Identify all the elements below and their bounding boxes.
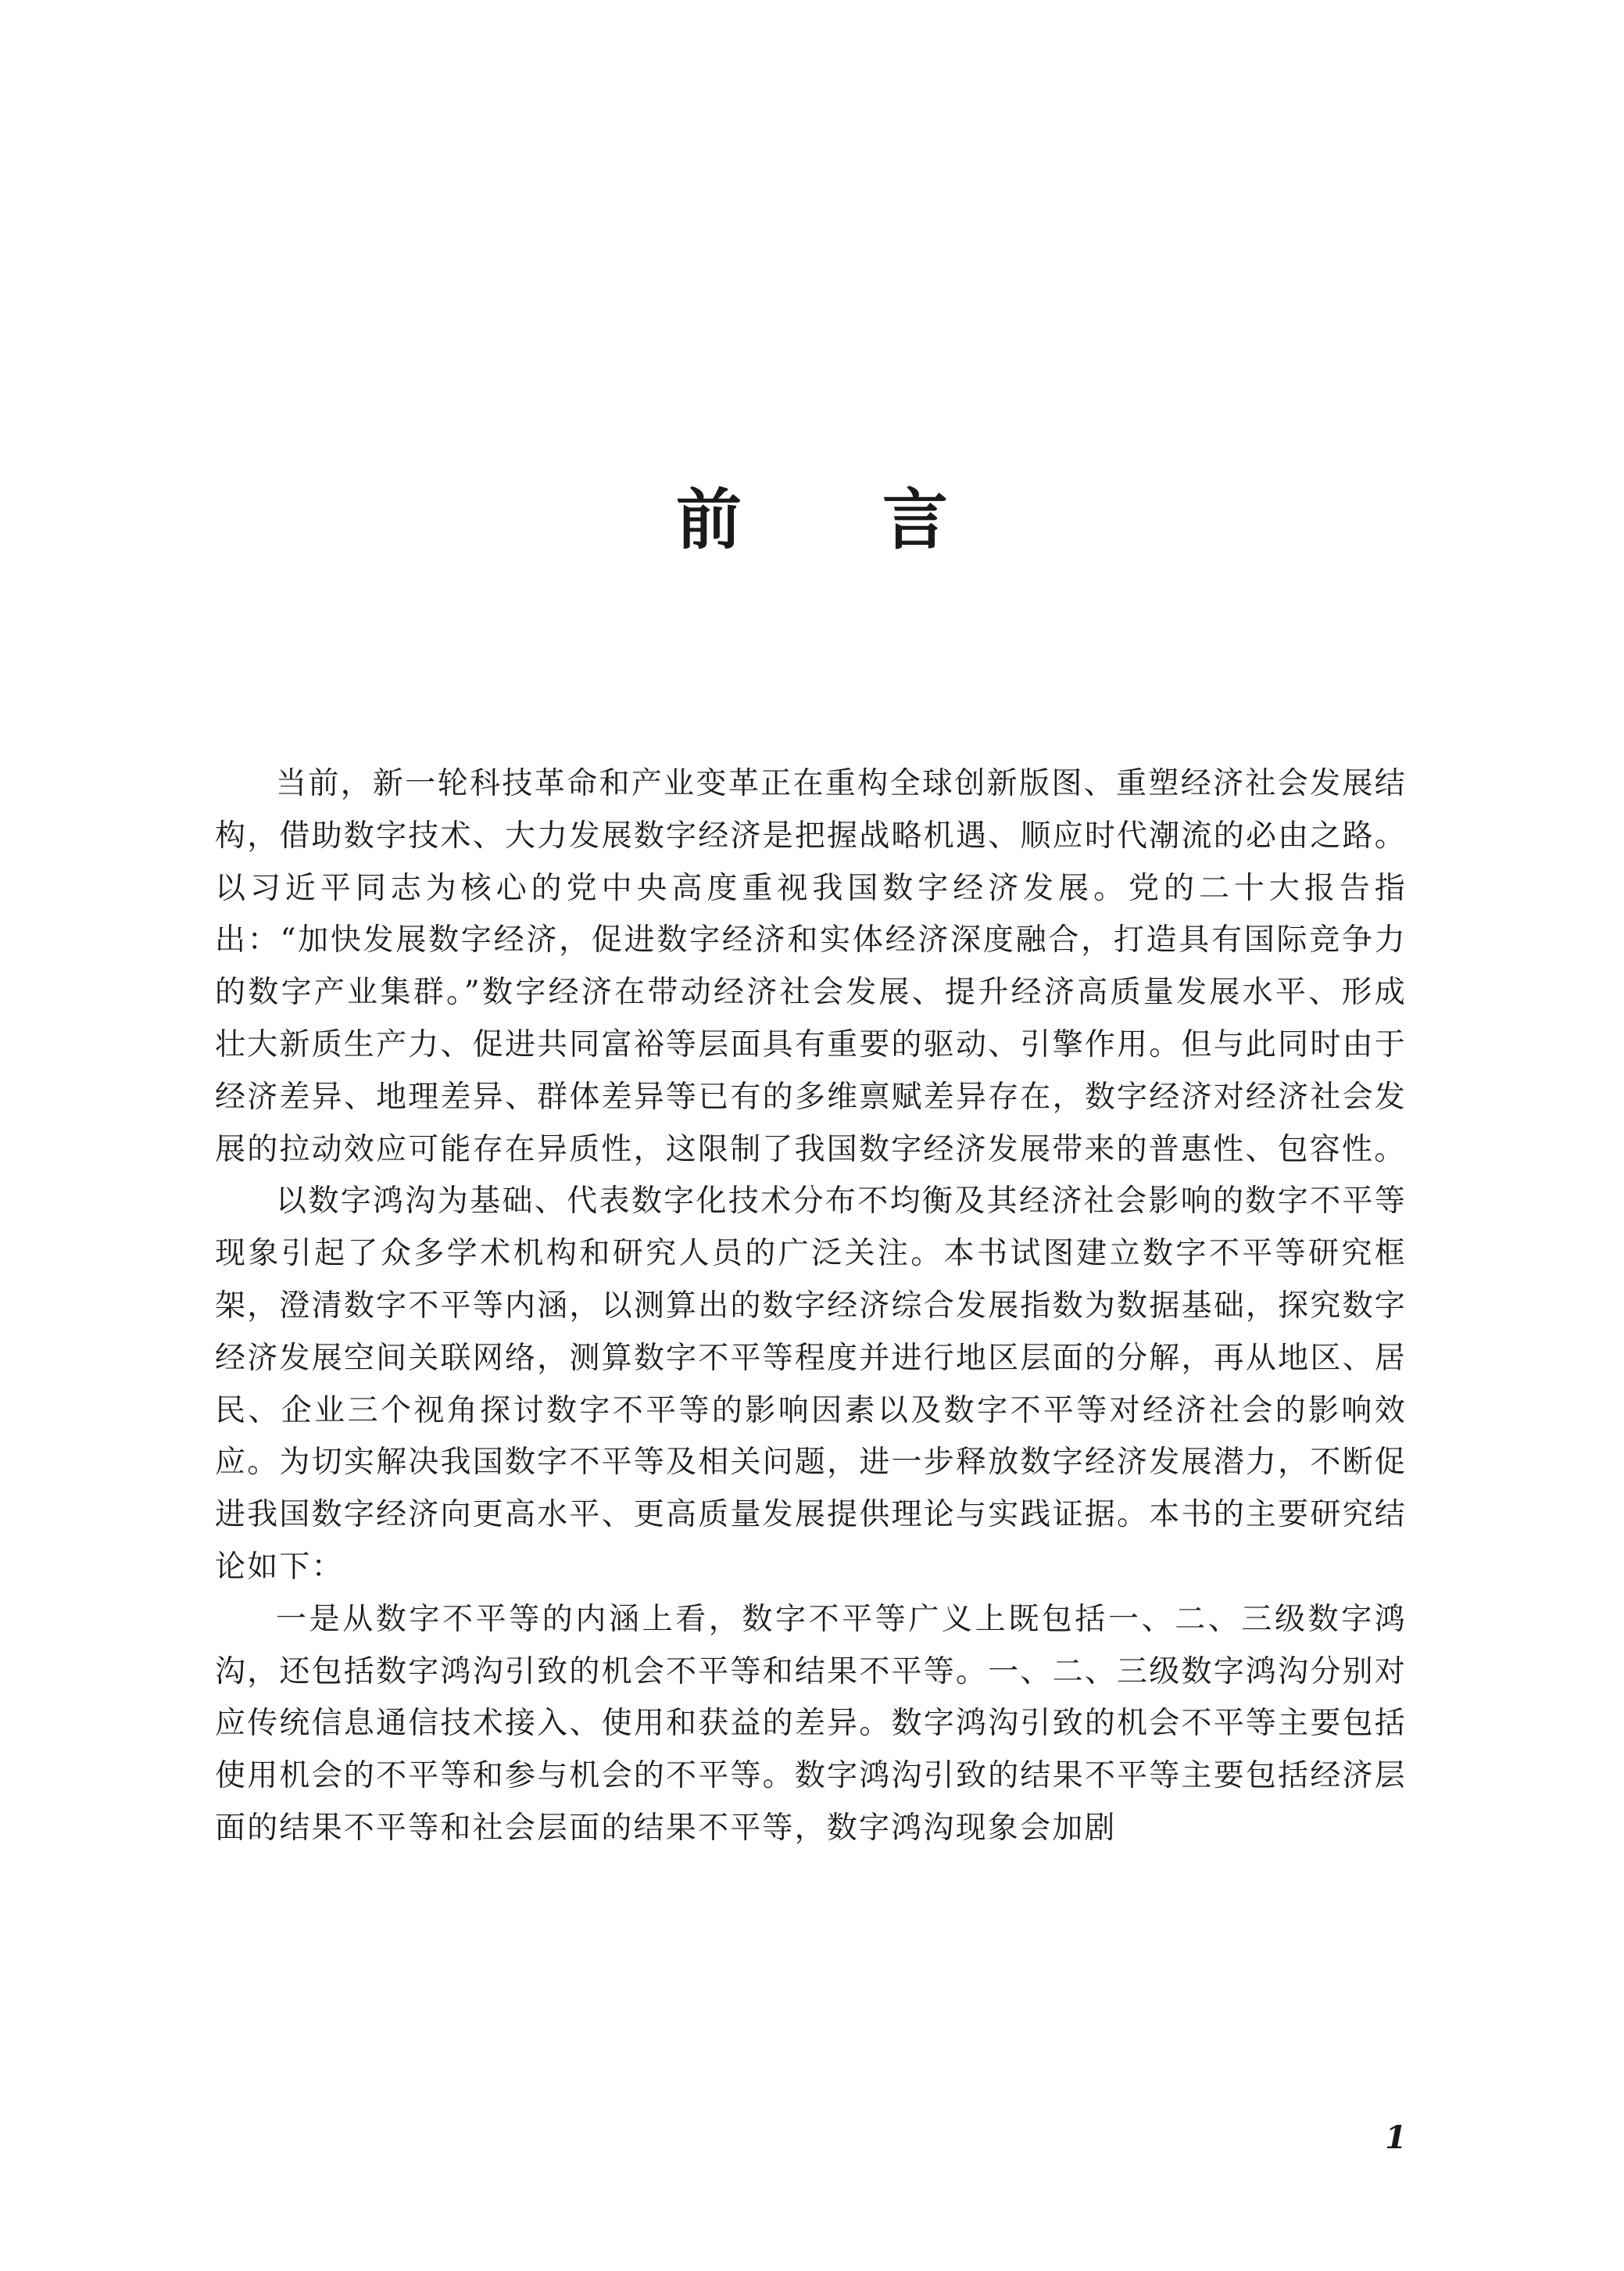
page-number: 1: [1385, 2119, 1407, 2156]
paragraph: 一是从数字不平等的内涵上看，数字不平等广义上既包括一、二、三级数字鸿沟，还包括数字鸿沟引致的机会不平等和结果不平等。一、二、三级数字鸿沟分别对应传统信息通信技术接入、使用和获益的差异。数字鸿沟引致的机会不平等主要包括使用机会的不平等和参与机会的不平等。数字鸿沟引致的结果不平等主要包括经济层面的结果不平等和社会层面的结果不平等，数字鸿沟现象会加剧: [215, 1601, 1407, 1846]
paragraph: 当前，新一轮科技革命和产业变革正在重构全球创新版图、重塑经济社会发展结构，借助数字技术、大力发展数字经济是把握战略机遇、顺应时代潮流的必由之路。以习近平同志为核心的党中央高度重视我国数字经济发展。党的二十大报告指出：“加快发展数字经济，促进数字经济和实体经济深度融合，打造具有国际竞争力的数字产业集群。”数字经济在带动经济社会发展、提升经济高质量发展水平、形成壮大新质生产力、促进共同富裕等层面具有重要的驱动、引擎作用。但与此同时由于经济差异、地理差异、群体差异等已有的多维禀赋差异存在，数字经济对经济社会发展的拉动效应可能存在异质性，这限制了我国数字经济发展带来的普惠性、包容性。: [215, 766, 1407, 1167]
body-text: [215, 758, 1407, 1855]
paragraph: 以数字鸿沟为基础、代表数字化技术分布不均衡及其经济社会影响的数字不平等现象引起了众多学术机构和研究人员的广泛关注。本书试图建立数字不平等研究框架，澄清数字不平等内涵，以测算出的数字经济综合发展指数为数据基础，探究数字经济发展空间关联网络，测算数字不平等程度并进行地区层面的分解，再从地区、居民、企业三个视角探讨数字不平等的影响因素以及数字不平等对经济社会的影响效应。为切实解决我国数字不平等及相关问题，进一步释放数字经济发展潜力，不断促进我国数字经济向更高水平、更高质量发展提供理论与实践证据。本书的主要研究结论如下：: [215, 1184, 1407, 1585]
page-title: 前言: [675, 481, 1089, 558]
